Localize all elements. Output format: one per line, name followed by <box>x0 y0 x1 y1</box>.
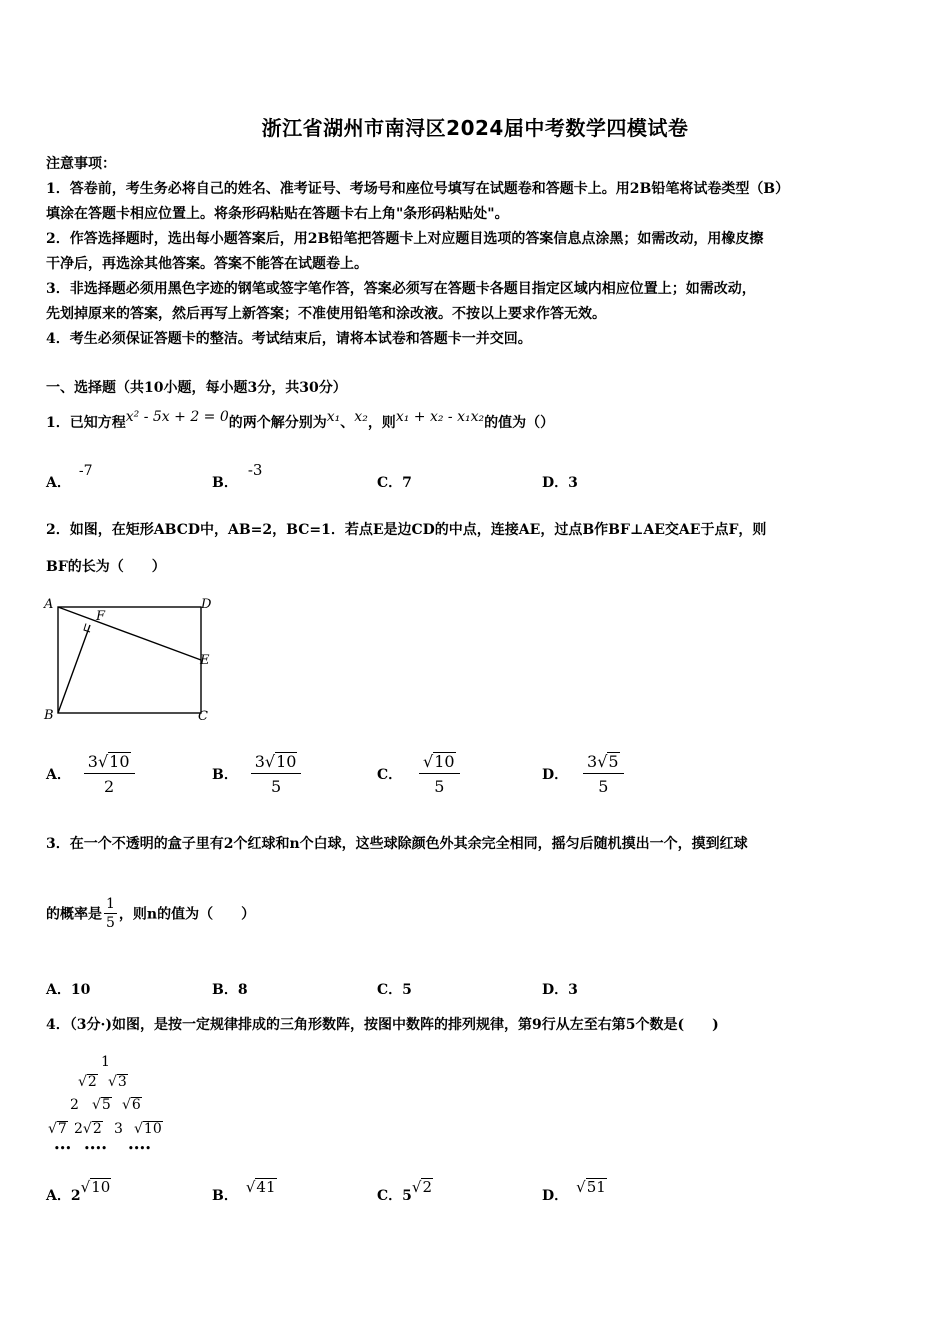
label-f: F <box>96 609 106 624</box>
notice-line: 4．考生必须保证答题卡的整洁。考试结束后，请将本试卷和答题卡一并交回。 <box>46 331 532 347</box>
q3-option-b[interactable]: B．8 <box>212 982 248 998</box>
q1-x1: x₁ <box>326 409 341 425</box>
q3-option-c[interactable]: C．5 <box>377 982 412 998</box>
notice-line: 2．作答选择题时，选出每小题答案后，用2B铅笔把答题卡上对应题目选项的答案信息点涂黑；如需改动，用橡皮擦 <box>46 231 764 247</box>
notice-line: 1．答卷前，考生务必将自己的姓名、准考证号、考场号和座位号填写在试题卷和答题卡上。用2B铅笔将试卷类型（B） <box>46 181 790 197</box>
notice-line: 3．非选择题必须用黑色字迹的钢笔或签字笔作答，答案必须写在答题卡各题目指定区域内相应位置上；如需改动， <box>46 281 756 297</box>
notice-heading: 注意事项： <box>46 156 116 172</box>
segment-bf <box>58 625 90 713</box>
label-d: D <box>201 597 212 612</box>
notice-line: 填涂在答题卡相应位置上。将条形码粘贴在答题卡右上角"条形码粘贴处"。 <box>46 206 509 222</box>
q1-x2: x₂ <box>354 409 368 425</box>
q3-line2: 的概率是 $\frac{1}{5}$ ，则n的值为（ ） <box>46 896 256 931</box>
q1-then: ，则 <box>367 415 396 431</box>
q3-line1: 3．在一个不透明的盒子里有2个红球和n个白球，这些球除颜色外其余完全相同，摇匀后随机摸出一个，摸到红球 <box>46 836 748 852</box>
q2-option-d[interactable]: D． $\frac{3√5}{5}$ <box>542 752 624 796</box>
q2-option-a[interactable]: A． $\frac{3√10}{2}$ <box>46 752 135 796</box>
rectangle-figure <box>40 592 220 727</box>
q3-option-a[interactable]: A．10 <box>46 982 91 998</box>
q1-option-a-value: -7 <box>78 463 93 479</box>
q2-option-b[interactable]: B． $\frac{3√10}{5}$ <box>212 752 301 796</box>
number-triangle: 1 √2 √3 2 √5 √6 √7 2√2 3 √10 ••• •••• •••• <box>48 1054 162 1154</box>
q1-option-d-value: 3 <box>568 475 578 491</box>
rectangle-abcd <box>58 607 201 713</box>
q4-option-d[interactable]: D． √51 <box>542 1178 606 1204</box>
label-c: C <box>198 709 208 724</box>
q1-option-b-value: -3 <box>247 461 263 479</box>
q3-fraction: $\frac{1}{5}$ <box>106 896 115 931</box>
q2-line2: BF的长为（ ） <box>46 559 166 575</box>
q4-option-c[interactable]: C．5√2 <box>377 1178 433 1204</box>
q4-line1: 4．（3分·)如图，是按一定规律排成的三角形数阵，按图中数阵的排列规律，第9行从左至右第5个数是( ) <box>46 1017 719 1033</box>
q1-equation: x² - 5x + 2 = 0 <box>125 409 229 425</box>
q1-suffix: 的值为（） <box>484 415 555 431</box>
q1-mid: 的两个解分别为 <box>228 415 327 431</box>
label-e: E <box>200 653 210 668</box>
notice-line: 干净后，再选涂其他答案。答案不能答在试题卷上。 <box>46 256 368 272</box>
page-title: 浙江省湖州市南浔区2024届中考数学四模试卷 <box>261 116 689 140</box>
q3-option-d[interactable]: D．3 <box>542 982 578 998</box>
q1-sep: 、 <box>340 415 355 431</box>
q2-line1: 2．如图，在矩形ABCD中，AB=2，BC=1．若点E是边CD的中点，连接AE，过点B作BF⊥AE交AE于点F，则 <box>46 522 767 538</box>
q1-option-d[interactable]: D．3 <box>542 475 578 491</box>
q1-expression: x₁ + x₂ - x₁x₂ <box>395 409 485 425</box>
label-a: A <box>44 597 54 612</box>
q1-option-a[interactable]: A．-7 <box>46 463 93 491</box>
q1-option-c[interactable]: C．7 <box>377 475 412 491</box>
q1-option-c-value: 7 <box>402 475 412 491</box>
notice-line: 先划掉原来的答案，然后再写上新答案；不准使用铅笔和涂改液。不按以上要求作答无效。 <box>46 306 606 322</box>
q4-option-b[interactable]: B． √41 <box>212 1178 276 1204</box>
q2-option-c[interactable]: C． $\frac{√10}{5}$ <box>377 752 460 796</box>
q1-prefix: 1．已知方程 <box>46 415 126 431</box>
q1-option-b[interactable]: B．-3 <box>212 461 263 491</box>
section-heading: 一、选择题（共10小题，每小题3分，共30分） <box>46 380 347 396</box>
label-b: B <box>44 708 54 723</box>
q4-option-a[interactable]: A．2√10 <box>46 1178 111 1204</box>
question-1 <box>46 409 555 432</box>
